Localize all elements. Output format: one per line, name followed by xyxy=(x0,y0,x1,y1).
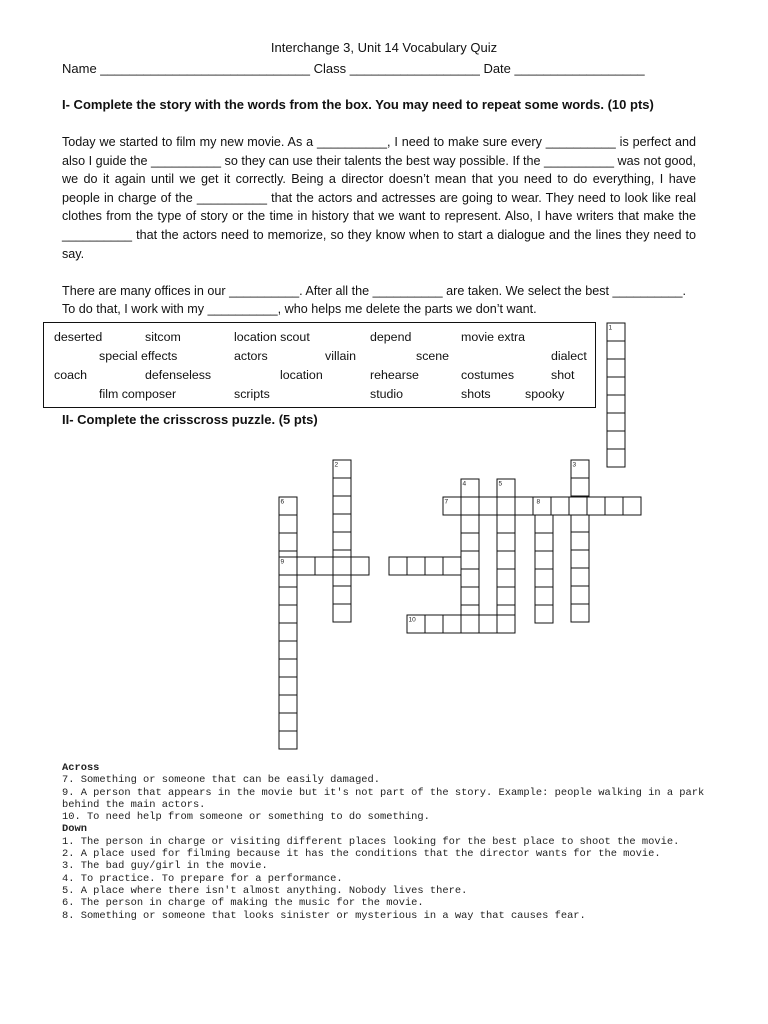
section-1-heading: I- Complete the story with the words from the box. You may need to repeat some words. (10 pts) xyxy=(62,97,654,112)
crossword-cell-across-7-2[interactable] xyxy=(461,497,479,515)
crossword-number-7: 7 xyxy=(444,498,449,506)
clue-down-3: 3. The bad guy/girl in the movie. xyxy=(62,860,268,873)
crossword-cell-across-7-8[interactable] xyxy=(569,497,587,515)
crossword-cell-down-2-9[interactable] xyxy=(333,604,351,622)
crossword-cell-down-6-6[interactable] xyxy=(279,587,297,605)
crossword-cell-down-2-8[interactable] xyxy=(333,586,351,604)
crossword-cell-down-3-6[interactable] xyxy=(571,550,589,568)
story-paragraph-2-line-2: To do that, I work with my __________, who helps me delete the parts we don’t want. xyxy=(62,302,537,316)
crossword-cell-down-6-3[interactable] xyxy=(279,533,297,551)
crossword-cell-down-5-5[interactable] xyxy=(497,551,515,569)
word-studio: studio xyxy=(370,387,404,401)
clue-down-6: 6. The person in charge of making the music for the movie. xyxy=(62,897,424,910)
crossword-cell-down-8-4[interactable] xyxy=(535,551,553,569)
clue-across-10: 10. To need help from someone or something to do something. xyxy=(62,811,430,824)
clue-down-5: 5. A place where there isn't almost anything. Nobody lives there. xyxy=(62,884,468,897)
crossword-cell-across-9b-1[interactable] xyxy=(389,557,407,575)
crossword-cell-down-3-4[interactable] xyxy=(571,514,589,532)
crossword-cell-down-8-7[interactable] xyxy=(535,605,553,623)
crossword-cell-down-3-2[interactable] xyxy=(571,478,589,496)
word-coach: coach xyxy=(54,368,88,382)
crossword-cell-down-5-6[interactable] xyxy=(497,569,515,587)
clue-down-8: 8. Something or someone that looks sinister or mysterious in a way that causes fear. xyxy=(62,909,586,922)
word-actors: actors xyxy=(234,349,268,363)
word-depend: depend xyxy=(370,330,412,344)
crossword-cell-down-4-4[interactable] xyxy=(461,533,479,551)
crossword-cell-down-6-13[interactable] xyxy=(279,713,297,731)
word-location: location xyxy=(280,368,323,382)
crossword-cell-down-1-6[interactable] xyxy=(607,413,625,431)
crossword-cell-down-8-3[interactable] xyxy=(535,533,553,551)
crossword-cell-down-2-3[interactable] xyxy=(333,496,351,514)
crossword-cell-across-7-9[interactable] xyxy=(587,497,605,515)
crossword-cell-down-2-4[interactable] xyxy=(333,514,351,532)
crossword-cell-down-6-14[interactable] xyxy=(279,731,297,749)
crossword-cell-down-1-8[interactable] xyxy=(607,449,625,467)
word-shot: shot xyxy=(551,368,575,382)
crossword-cell-down-1-7[interactable] xyxy=(607,431,625,449)
crossword-number-2: 2 xyxy=(334,461,339,469)
crossword-cell-across-10-3[interactable] xyxy=(443,615,461,633)
section-2-heading: II- Complete the crisscross puzzle. (5 pts) xyxy=(62,412,318,427)
across-label: Across xyxy=(62,762,100,774)
crossword-cell-down-3-5[interactable] xyxy=(571,532,589,550)
crossword-number-10: 10 xyxy=(408,616,416,624)
crossword-cell-across-7-10[interactable] xyxy=(605,497,623,515)
crossword-cell-down-5-3[interactable] xyxy=(497,515,515,533)
crossword-cell-down-3-9[interactable] xyxy=(571,604,589,622)
crossword-cell-down-5-7[interactable] xyxy=(497,587,515,605)
word-spooky: spooky xyxy=(525,387,565,401)
crossword-cell-across-9-5[interactable] xyxy=(351,557,369,575)
word-costumes: costumes xyxy=(461,368,515,382)
clue-down-1: 1. The person in charge or visiting different places looking for the best place to shoot the movie. xyxy=(62,835,680,848)
clue-down-2: 2. A place used for filming because it has the conditions that the director wants for the movie. xyxy=(62,848,661,861)
crossword-cell-down-4-6[interactable] xyxy=(461,569,479,587)
crossword-cell-down-6-8[interactable] xyxy=(279,623,297,641)
crossword-cell-down-8-2[interactable] xyxy=(535,515,553,533)
crossword-number-1: 1 xyxy=(608,324,613,332)
crossword-cell-across-9b-3[interactable] xyxy=(425,557,443,575)
crossword-cell-across-10-6[interactable] xyxy=(497,615,515,633)
crossword-cell-across-9b-4[interactable] xyxy=(443,557,461,575)
word-shots: shots xyxy=(461,387,491,401)
crossword-cell-across-10-4[interactable] xyxy=(461,615,479,633)
crossword-number-3: 3 xyxy=(572,461,577,469)
crossword-cell-down-1-5[interactable] xyxy=(607,395,625,413)
crossword-cell-down-2-2[interactable] xyxy=(333,478,351,496)
crossword-number-9: 9 xyxy=(280,558,285,566)
crossword-cell-down-8-6[interactable] xyxy=(535,587,553,605)
crossword-cell-down-4-7[interactable] xyxy=(461,587,479,605)
crossword-cell-down-5-4[interactable] xyxy=(497,533,515,551)
crossword-cell-across-9b-2[interactable] xyxy=(407,557,425,575)
crossword-cell-across-9-3[interactable] xyxy=(315,557,333,575)
crossword-cell-across-9-4[interactable] xyxy=(333,557,351,575)
crossword-cell-across-10-5[interactable] xyxy=(479,615,497,633)
crossword-cell-down-1-4[interactable] xyxy=(607,377,625,395)
crossword-cell-down-3-8[interactable] xyxy=(571,586,589,604)
word-defenseless: defenseless xyxy=(145,368,212,382)
word-villain: villain xyxy=(325,349,356,363)
crossword-cell-down-4-3[interactable] xyxy=(461,515,479,533)
crossword-cell-down-6-2[interactable] xyxy=(279,515,297,533)
crossword-cell-across-9-2[interactable] xyxy=(297,557,315,575)
word-dialect: dialect xyxy=(551,349,587,363)
crossword-cell-down-2-5[interactable] xyxy=(333,532,351,550)
word-rehearse: rehearse xyxy=(370,368,419,382)
down-label: Down xyxy=(62,823,87,836)
crossword-cell-down-6-11[interactable] xyxy=(279,677,297,695)
crossword-number-8: 8 xyxy=(536,498,541,506)
story-paragraph-2-line-1: There are many offices in our __________. After all the __________ are taken. We select the best __________. xyxy=(62,284,687,298)
crossword-cell-across-7-5[interactable] xyxy=(515,497,533,515)
clues-section xyxy=(62,762,742,922)
word-sitcom: sitcom xyxy=(145,330,181,344)
word-special-effects: special effects xyxy=(99,349,178,363)
crossword-cell-down-4-5[interactable] xyxy=(461,551,479,569)
word-movie-extra: movie extra xyxy=(461,330,526,344)
name-class-date-line: Name _____________________________ Class __________________ Date __________________ xyxy=(62,61,645,76)
crossword-cell-down-6-12[interactable] xyxy=(279,695,297,713)
crossword-cell-down-8-5[interactable] xyxy=(535,569,553,587)
crossword-cell-across-7-4[interactable] xyxy=(497,497,515,515)
crossword-cell-across-7-11[interactable] xyxy=(623,497,641,515)
word-location-scout: location scout xyxy=(234,330,310,344)
word-film-composer: film composer xyxy=(99,387,177,401)
clue-across-9: 9. A person that appears in the movie but it's not part of the story. Example: people walking in a park behind the main actors. xyxy=(62,786,711,811)
crossword-cell-across-7-3[interactable] xyxy=(479,497,497,515)
quiz-title: Interchange 3, Unit 14 Vocabulary Quiz xyxy=(270,40,498,55)
crossword-cell-down-1-3[interactable] xyxy=(607,359,625,377)
word-scene: scene xyxy=(416,349,450,363)
crossword-cell-down-6-7[interactable] xyxy=(279,605,297,623)
crossword-number-5: 5 xyxy=(498,480,503,488)
word-scripts: scripts xyxy=(234,387,270,401)
crossword-number-6: 6 xyxy=(280,498,285,506)
clue-across-7: 7. Something or someone that can be easily damaged. xyxy=(62,774,381,787)
crossword-cell-down-3-7[interactable] xyxy=(571,568,589,586)
crossword-cell-down-6-9[interactable] xyxy=(279,641,297,659)
crossword-number-4: 4 xyxy=(462,480,467,488)
crossword-cell-down-1-2[interactable] xyxy=(607,341,625,359)
crossword-cell-down-6-10[interactable] xyxy=(279,659,297,677)
clue-down-4: 4. To practice. To prepare for a performance. xyxy=(62,872,343,885)
word-deserted: deserted xyxy=(54,330,103,344)
crossword-cell-across-10-2[interactable] xyxy=(425,615,443,633)
crossword-cell-across-7-7[interactable] xyxy=(551,497,569,515)
story-paragraph-1: Today we started to film my new movie. As a __________, I need to make sure every __________ is perfect and also I guide the __________ so they can use their talents the best way possible. If the __________ was not good, we do it again until we get it correctly. Being a director doesn’t mean that you need to do everything, I have people in charge of the __________ that the actors and actresses are going to wear. They need to look like real clothes from the type of story or the time in history that we want to represent. Also, I have writers that make the __________ that the actors need to memorize, so they know when to start a dialogue and the lines they need to say. xyxy=(62,135,696,261)
